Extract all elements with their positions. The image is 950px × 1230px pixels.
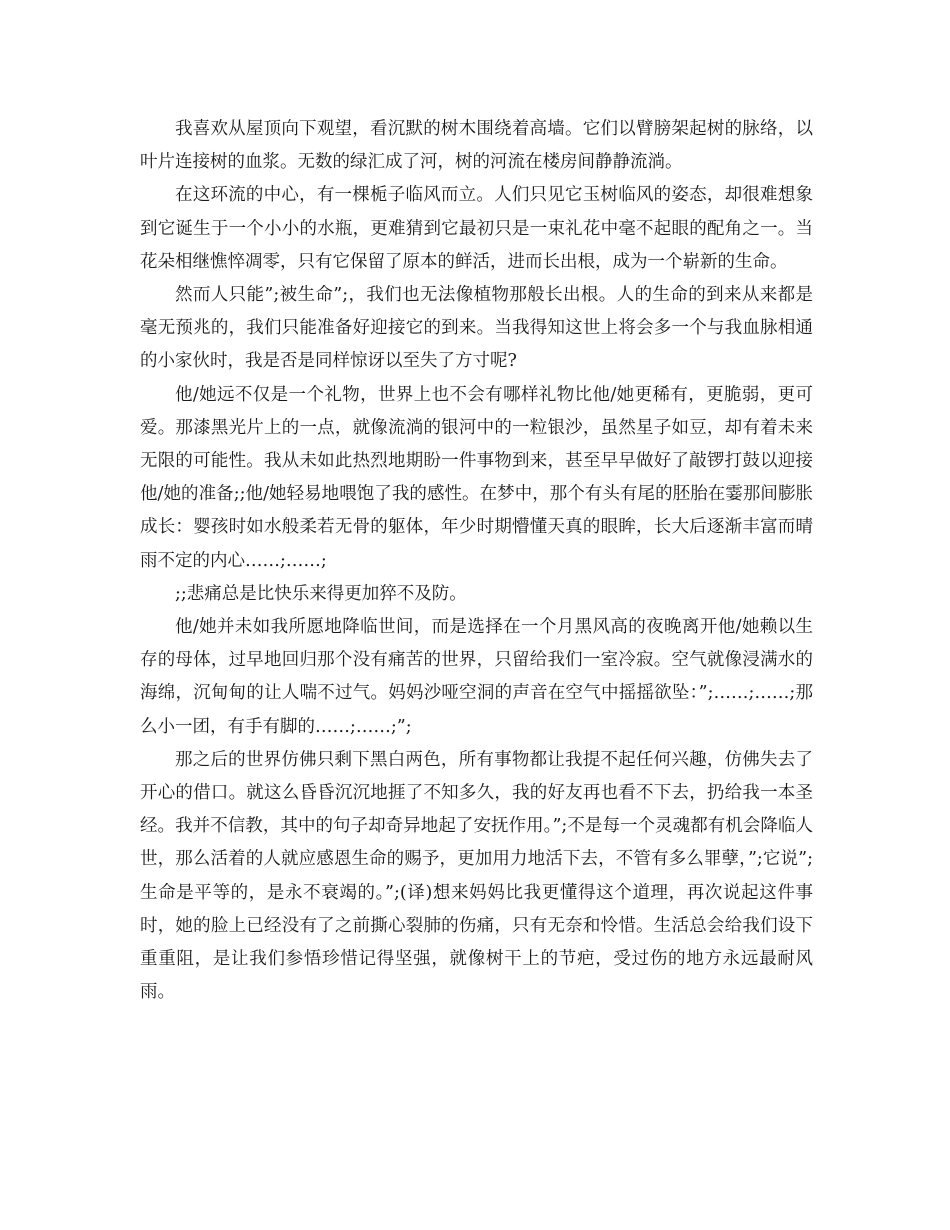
paragraph-1: 我喜欢从屋顶向下观望，看沉默的树木围绕着高墙。它们以臂膀架起树的脉络，以叶片连接树的血浆。无数的绿汇成了河，树的河流在楼房间静静流淌。 [140,119,813,173]
document-body [140,113,813,1009]
paragraph-7: 那之后的世界仿佛只剩下黑白两色，所有事物都让我提不起任何兴趣，仿佛失去了开心的借口。就这么昏昏沉沉地捱了不知多久，我的好友再也看不下去，扔给我一本圣经。我并不信教，其中的句子却奇异地起了安抚作用。”;不是每一个灵魂都有机会降临人世，那么活着的人就应感恩生命的赐予，更加用力地活下去，不管有多么罪孽，”;它说”;生命是平等的，是永不衰竭的。”;(译)想来妈妈比我更懂得这个道理，再次说起这件事时，她的脸上已经没有了之前撕心裂肺的伤痛，只有无奈和怜惜。生活总会给我们设下重重阻，是让我们参悟珍惜记得坚强，就像树干上的节疤，受过伤的地方永远最耐风雨。 [140,749,813,1003]
paragraph-4: 他/她远不仅是一个礼物，世界上也不会有哪样礼物比他/她更稀有，更脆弱，更可爱。那漆黑光片上的一点，就像流淌的银河中的一粒银沙，虽然星子如豆，却有着未来无限的可能性。我从未如此热烈地期盼一件事物到来，甚至早早做好了敲锣打鼓以迎接他/她的准备;;他/她轻易地喂饱了我的感性。在梦中，那个有头有尾的胚胎在霎那间膨胀成长：婴孩时如水般柔若无骨的躯体，年少时期懵懂天真的眼眸，长大后逐渐丰富而晴雨不定的内心……;……; [140,384,813,571]
paragraph-3: 然而人只能”;被生命”;，我们也无法像植物那般长出根。人的生命的到来从来都是毫无预兆的，我们只能准备好迎接它的到来。当我得知这世上将会多一个与我血脉相通的小家伙时，我是否是同样惊讶以至失了方寸呢? [140,285,813,372]
paragraph-6: 他/她并未如我所愿地降临世间，而是选择在一个月黑风高的夜晚离开他/她赖以生存的母体，过早地回归那个没有痛苦的世界，只留给我们一室冷寂。空气就像浸满水的海绵，沉甸甸的让人喘不过气。妈妈沙哑空洞的声音在空气中摇摇欲坠：”;……;……;那么小一团，有手有脚的……;……;”; [140,617,813,737]
paragraph-2: 在这环流的中心，有一棵栀子临风而立。人们只见它玉树临风的姿态，却很难想象到它诞生于一个小小的水瓶，更难猜到它最初只是一束礼花中毫不起眼的配角之一。当花朵相继憔悴凋零，只有它保留了原本的鲜活，进而长出根，成为一个崭新的生命。 [140,185,813,272]
paragraph-5: ;;悲痛总是比快乐来得更加猝不及防。 [175,583,467,604]
